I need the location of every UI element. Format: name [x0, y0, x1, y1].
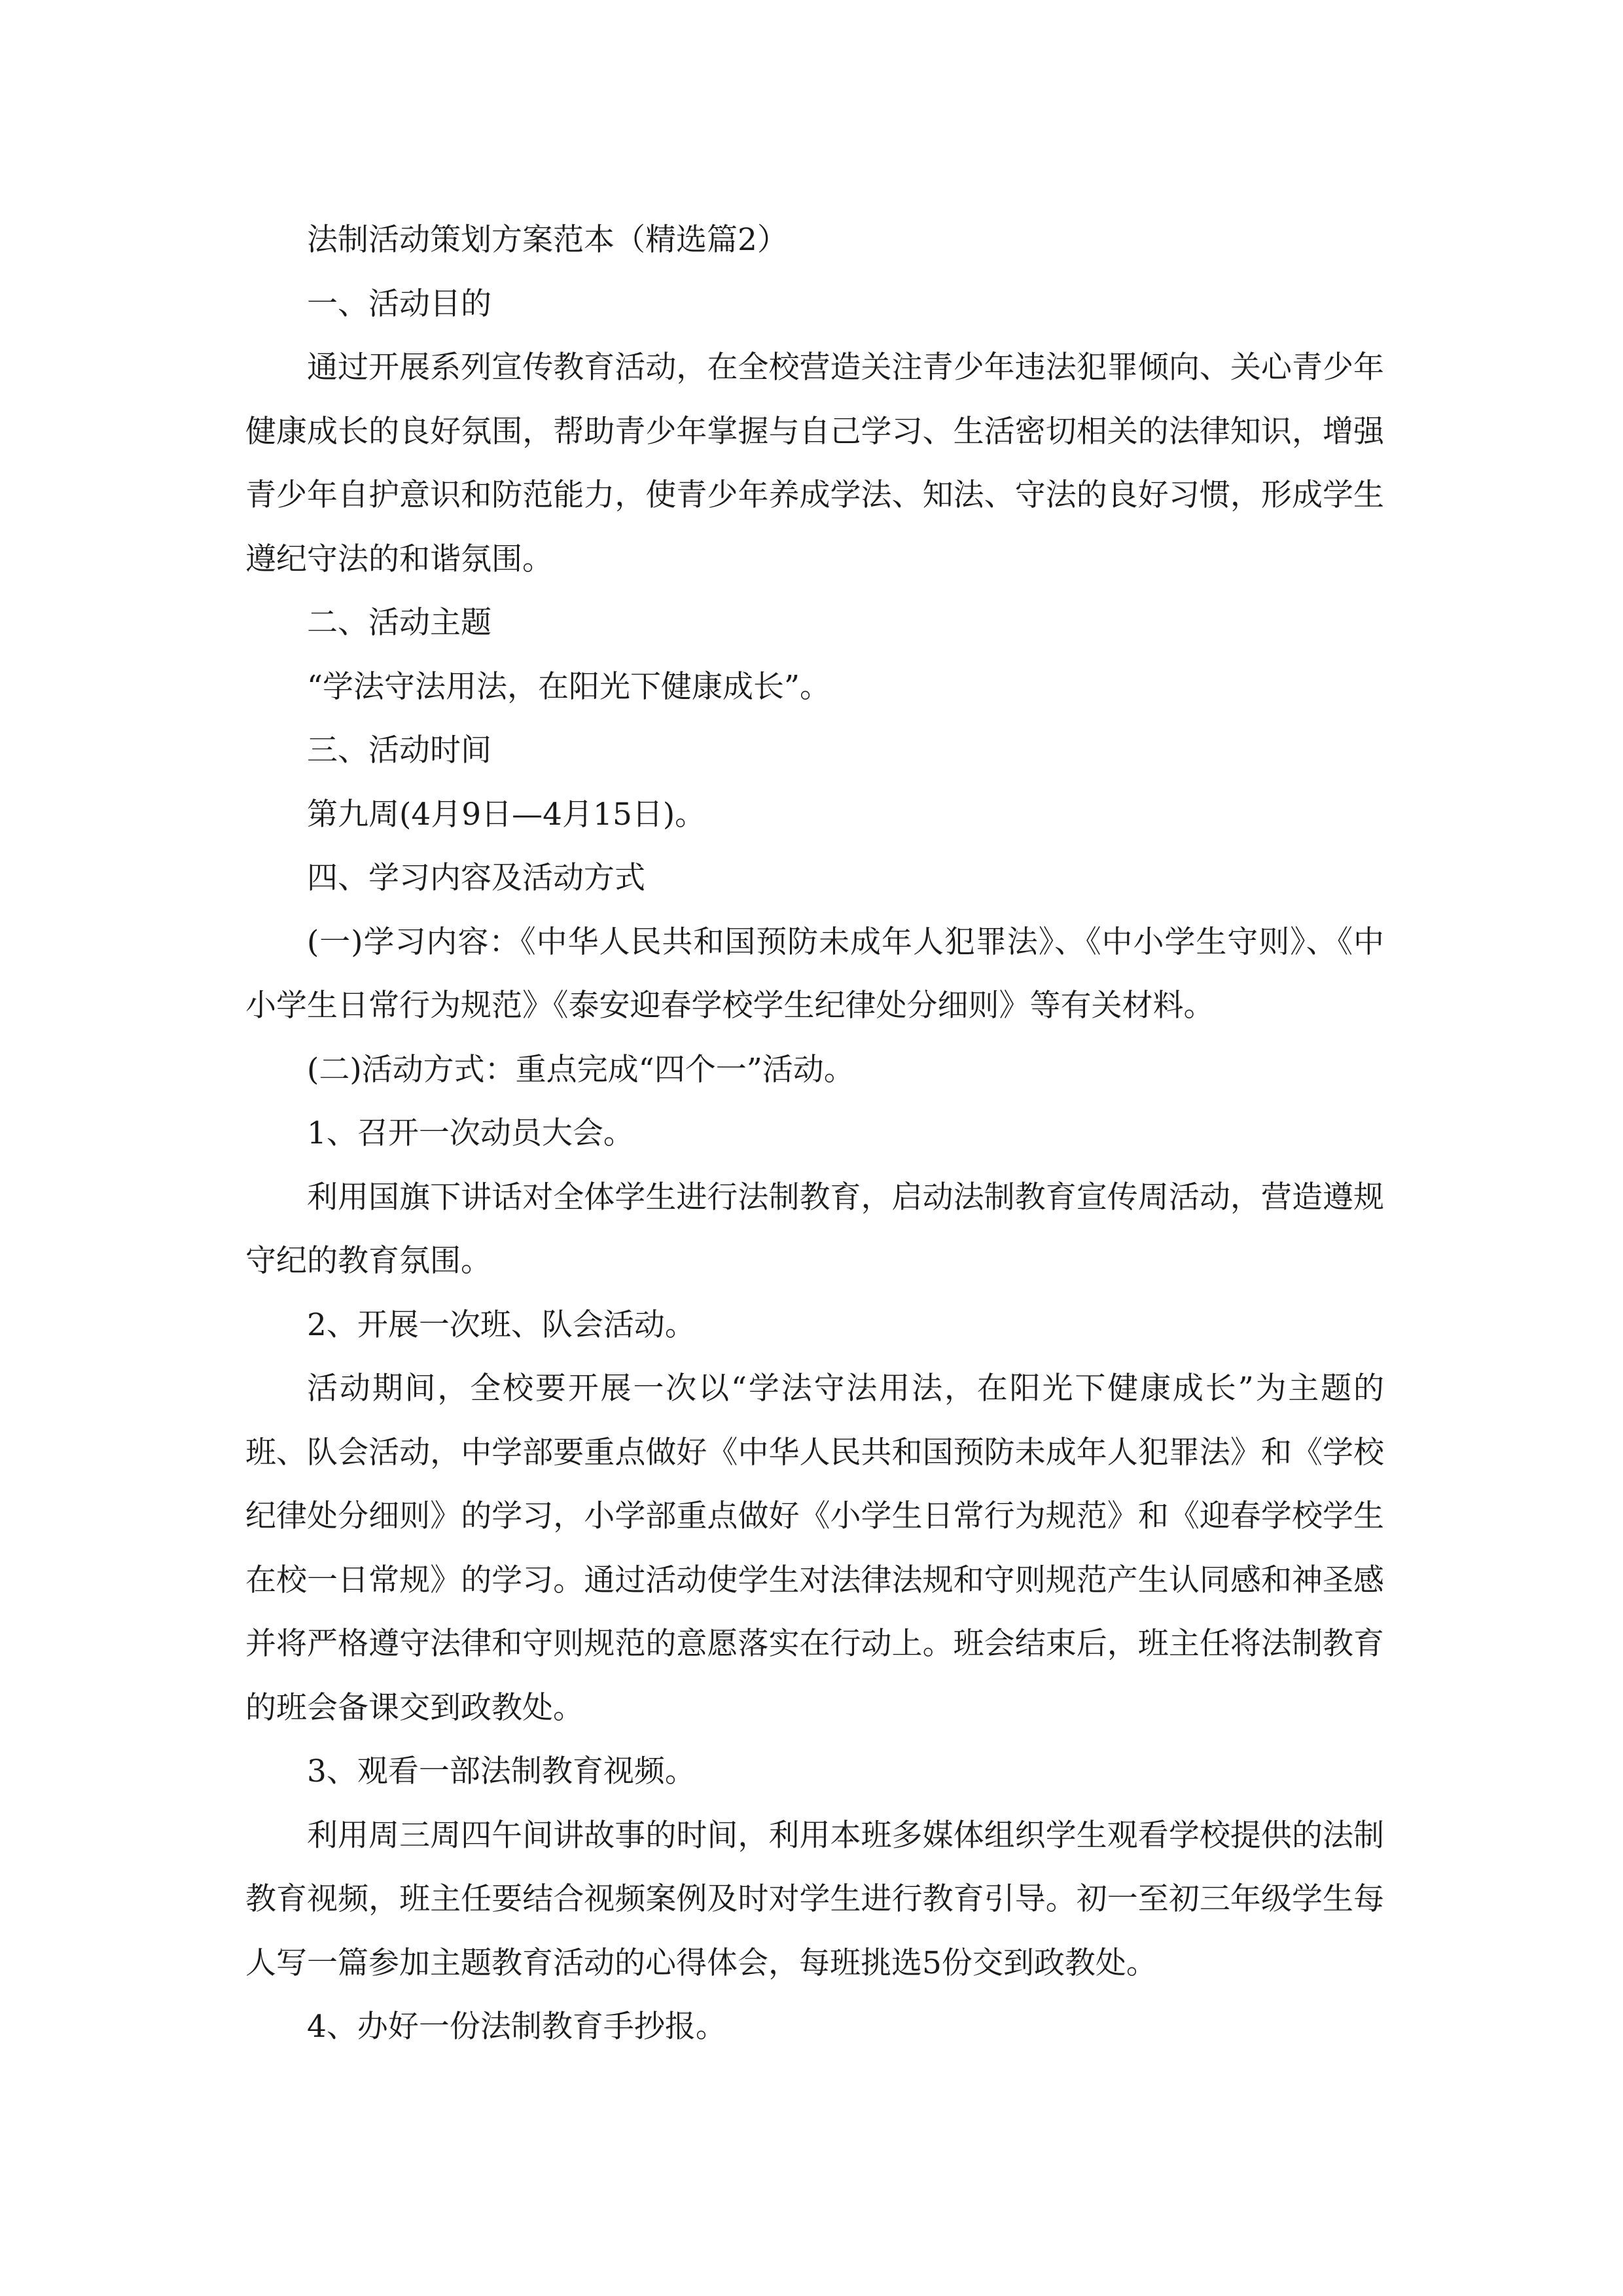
section-heading-time: 三、活动时间 [307, 732, 491, 768]
list-item-body-3: 利用周三周四午间讲故事的时间，利用本班多媒体组织学生观看学校提供的法制教育视频，班主任要结合视频案例及时对学生进行教育引导。初一至初三年级学生每人写一篇参加主题教育活动的心得体会，每班挑选5份交到政教处。 [245, 1817, 1384, 1981]
list-item-heading-4: 4、办好一份法制教育手抄报。 [307, 2009, 726, 2045]
document-title: 法制活动策划方案范本（精选篇2） [307, 222, 788, 258]
document-body [245, 208, 1384, 2059]
list-item-heading-1: 1、召开一次动员大会。 [307, 1115, 634, 1151]
paragraph-activity-mode: (二)活动方式：重点完成“四个一”活动。 [307, 1051, 855, 1088]
list-item-body-2: 活动期间，全校要开展一次以“学法守法用法，在阳光下健康成长”为主题的班、队会活动，中学部要重点做好《中华人民共和国预防未成年人犯罪法》和《学校纪律处分细则》的学习，小学部重点做好《小学生日常行为规范》和《迎春学校学生在校一日常规》的学习。通过活动使学生对法律法规和守则规范产生认同感和神圣感并将严格遵守法律和守则规范的意愿落实在行动上。班会结束后，班主任将法制教育的班会备课交到政教处。 [245, 1371, 1384, 1726]
list-item-heading-2: 2、开展一次班、队会活动。 [307, 1306, 696, 1343]
paragraph-theme: “学法守法用法，在阳光下健康成长”。 [307, 668, 831, 705]
section-heading-content: 四、学习内容及活动方式 [307, 860, 645, 896]
list-item-body-1: 利用国旗下讲话对全体学生进行法制教育，启动法制教育宣传周活动，营造遵规守纪的教育氛围。 [245, 1179, 1384, 1279]
paragraph-study-content: (一)学习内容：《中华人民共和国预防未成年人犯罪法》、《中小学生守则》、《中小学生日常行为规范》《泰安迎春学校学生纪律处分细则》等有关材料。 [245, 924, 1384, 1024]
section-heading-theme: 二、活动主题 [307, 605, 491, 641]
paragraph-purpose: 通过开展系列宣传教育活动，在全校营造关注青少年违法犯罪倾向、关心青少年健康成长的良好氛围，帮助青少年掌握与自己学习、生活密切相关的法律知识，增强青少年自护意识和防范能力，使青少年养成学法、知法、守法的良好习惯，形成学生遵纪守法的和谐氛围。 [245, 350, 1384, 577]
section-heading-purpose: 一、活动目的 [307, 285, 491, 322]
list-item-heading-3: 3、观看一部法制教育视频。 [307, 1753, 696, 1789]
paragraph-time: 第九周(4月9日—4月15日)。 [307, 796, 706, 833]
